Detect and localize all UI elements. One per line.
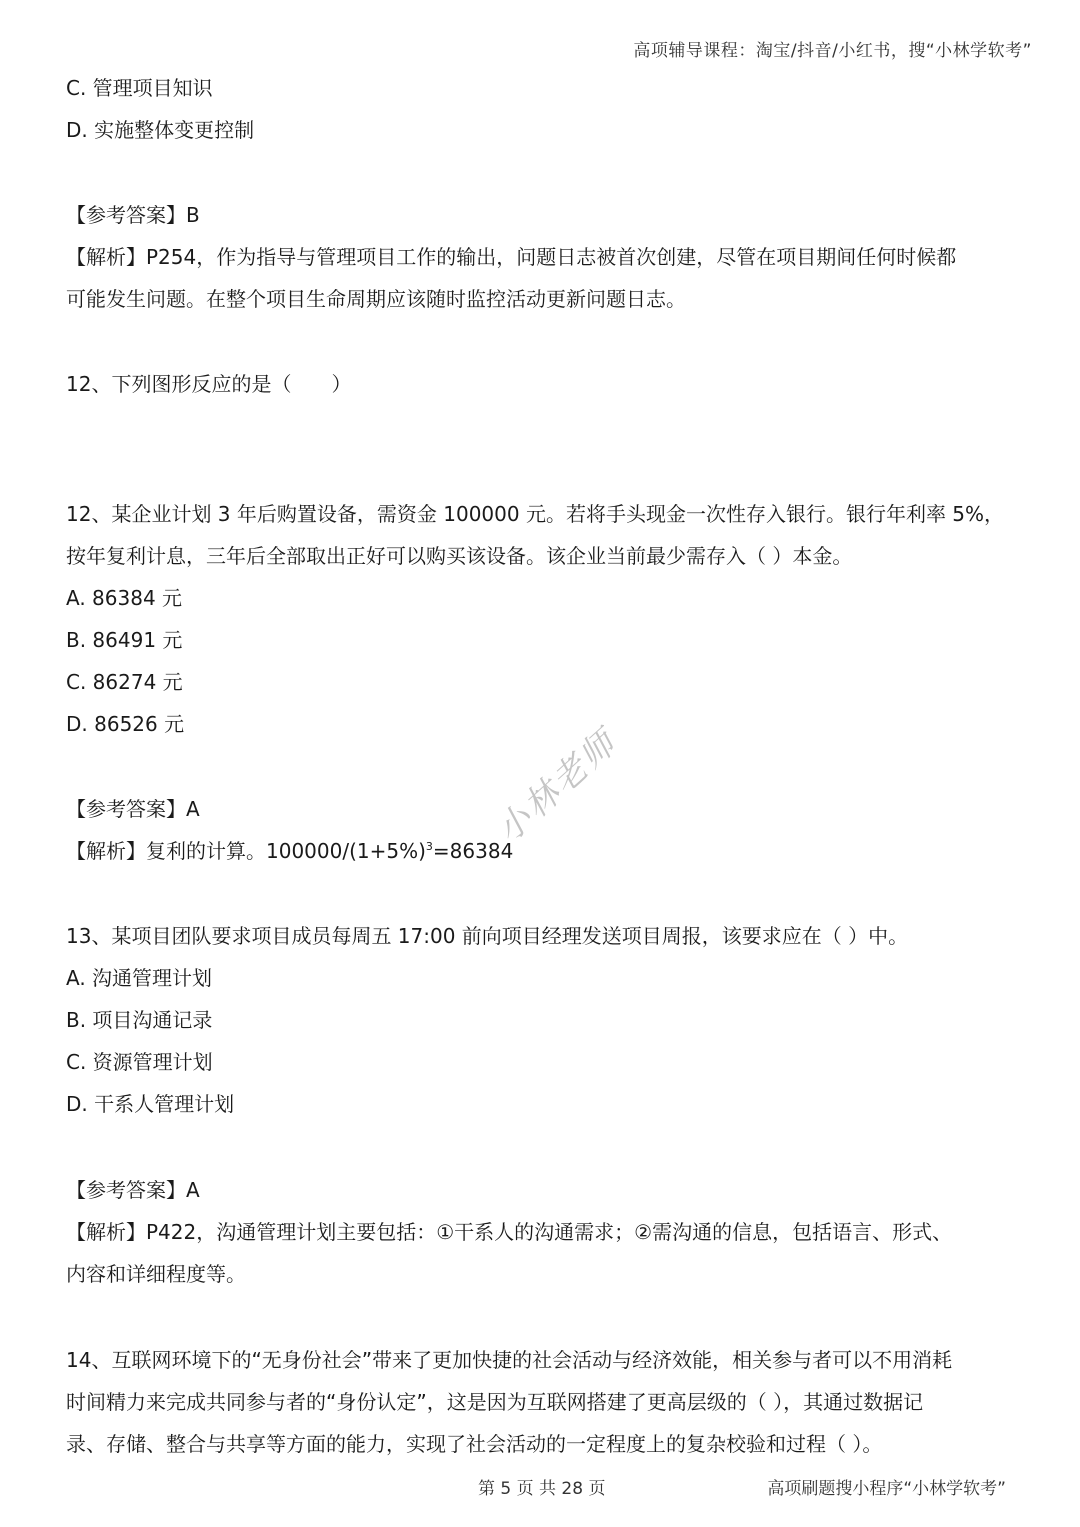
prev-option-c: C. 管理项目知识 — [66, 76, 213, 100]
q13-option-d: D. 干系人管理计划 — [66, 1092, 235, 1116]
q12b-option-a: A. 86384 元 — [66, 586, 183, 610]
q13-option-b: B. 项目沟通记录 — [66, 1008, 213, 1032]
q13-answer: 【参考答案】A — [66, 1178, 200, 1202]
q14-line-1: 14、互联网环境下的“无身份社会”带来了更加快捷的社会活动与经济效能，相关参与者可以不用消耗 — [66, 1348, 953, 1372]
prev-option-d: D. 实施整体变更控制 — [66, 118, 255, 142]
q12b-option-b: B. 86491 元 — [66, 628, 183, 652]
q13-title: 13、某项目团队要求项目成员每周五 17:00 前向项目经理发送项目周报，该要求应在（ ）中。 — [66, 924, 909, 948]
q12b-option-d: D. 86526 元 — [66, 712, 185, 736]
prev-analysis-line-1: 【解析】P254，作为指导与管理项目工作的输出，问题日志被首次创建，尽管在项目期间任何时候都 — [66, 245, 957, 269]
q13-analysis-line-2: 内容和详细程度等。 — [66, 1262, 246, 1286]
page-header: 高项辅导课程：淘宝/抖音/小红书，搜“小林学软考” — [633, 41, 1032, 61]
q12b-option-c: C. 86274 元 — [66, 670, 183, 694]
prev-answer: 【参考答案】B — [66, 203, 200, 227]
q13-analysis-line-1: 【解析】P422，沟通管理计划主要包括：①干系人的沟通需求；②需沟通的信息，包括语言、形式、 — [66, 1220, 953, 1244]
page-number: 第 5 页 共 28 页 — [478, 1479, 606, 1499]
q12b-line-1: 12、某企业计划 3 年后购置设备，需资金 100000 元。若将手头现金一次性存入银行。银行年利率 5%， — [66, 502, 1005, 526]
q12b-analysis-exponent: 3 — [425, 840, 433, 853]
q13-option-a: A. 沟通管理计划 — [66, 966, 213, 990]
q12b-analysis — [66, 837, 513, 865]
q12b-analysis-prefix: 【解析】复利的计算。100000/(1+5%) — [66, 839, 426, 863]
footer-promo: 高项刷题搜小程序“小林学软考” — [767, 1479, 1006, 1499]
q14-line-3: 录、存储、整合与共享等方面的能力，实现了社会活动的一定程度上的复杂校验和过程（ ）。 — [66, 1432, 883, 1456]
watermark: 小林老师 — [488, 722, 626, 851]
q13-option-c: C. 资源管理计划 — [66, 1050, 213, 1074]
prev-analysis-line-2: 可能发生问题。在整个项目生命周期应该随时监控活动更新问题日志。 — [66, 287, 686, 311]
q12b-answer: 【参考答案】A — [66, 797, 200, 821]
q14-line-2: 时间精力来完成共同参与者的“身份认定”，这是因为互联网搭建了更高层级的（ ），其通过数据记 — [66, 1390, 924, 1414]
q12b-analysis-suffix: =86384 — [432, 839, 514, 863]
q12b-line-2: 按年复利计息，三年后全部取出正好可以购买该设备。该企业当前最少需存入（ ）本金。 — [66, 544, 853, 568]
q12a-title: 12、下列图形反应的是（ ） — [66, 372, 352, 396]
